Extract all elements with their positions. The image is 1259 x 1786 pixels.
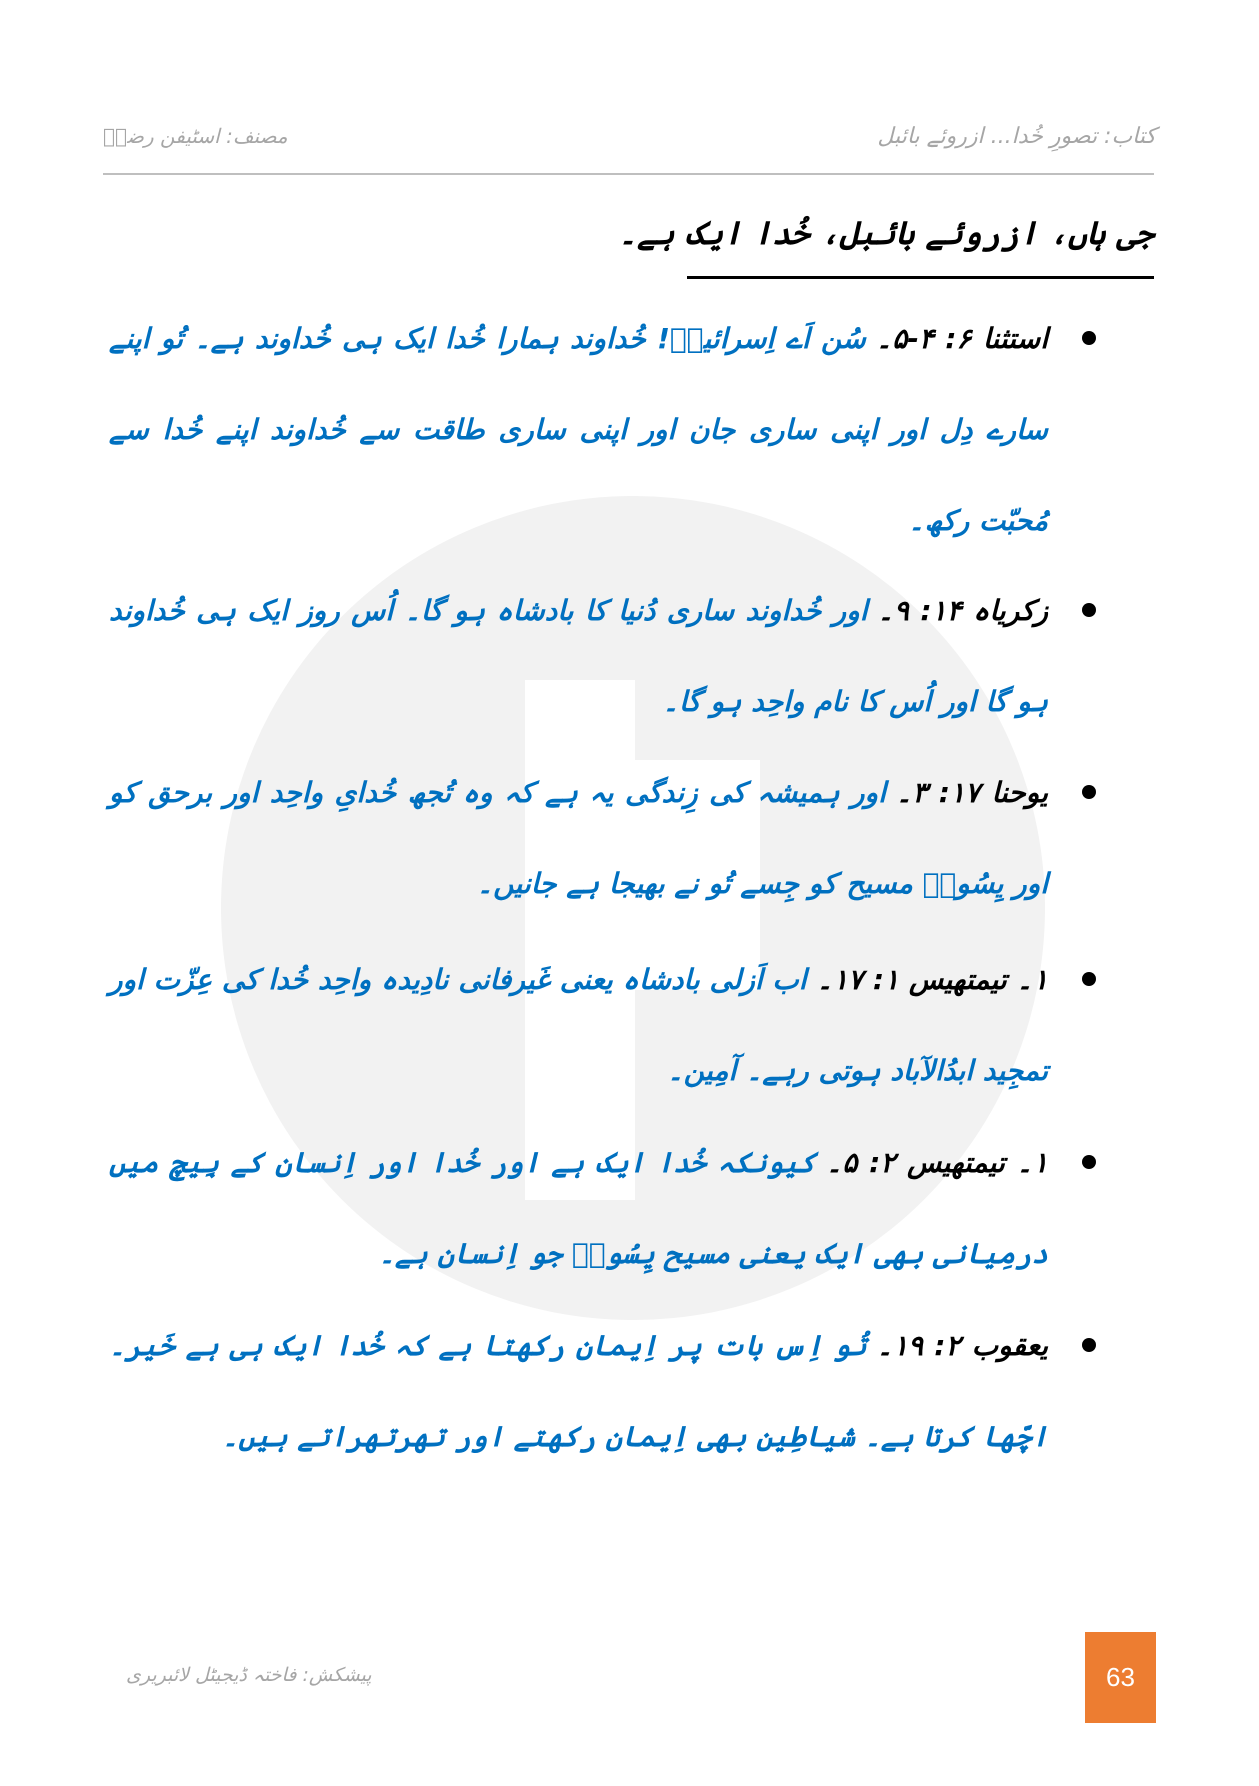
scripture-item xyxy=(109,293,1048,566)
section-heading: جی ہاں، ازروئے بائبل، خُدا ایک ہے۔ xyxy=(618,214,1154,252)
bullet-icon xyxy=(1082,1338,1096,1352)
scripture-text: کیونکہ خُدا ایک ہے اور خُدا اور اِنسان کے بِیچ میں درمِیانی بھی ایک یعنی مسیح یِسُوعؔ جو اِنسان ہے۔ xyxy=(109,1146,1048,1270)
bullet-icon xyxy=(1082,603,1096,617)
scripture-reference: زکریاہ ۱۴: ۹۔ xyxy=(877,594,1049,627)
book-title: کتاب: تصورِ خُدا... ازروئے بائبل xyxy=(877,124,1156,149)
scripture-text: اور خُداوند ساری دُنیا کا بادشاہ ہو گا۔ اُس روز ایک ہی خُداوند ہو گا اور اُس کا نام واحِد ہو گا۔ xyxy=(109,594,1048,718)
scripture-text: اب اَزلی بادشاہ یعنی غَیرفانی نادِیدہ واحِد خُدا کی عِزّت اور تمجِید ابدُالآباد ہوتی رہے۔ آمِین۔ xyxy=(109,963,1048,1087)
scripture-item xyxy=(109,934,1048,1116)
page-number-badge: 63 xyxy=(1085,1632,1156,1723)
bullet-icon xyxy=(1082,331,1096,345)
scripture-text: اور ہمیشہ کی زِندگی یہ ہے کہ وہ تُجھ خُدایِ واحِد اور برحق کو اور یِسُوعؔ مسیح کو جِسے تُو نے بھیجا ہے جانیں۔ xyxy=(109,776,1048,900)
scripture-item xyxy=(109,1300,1048,1482)
scripture-reference: استثنا ۶: ۴-۵۔ xyxy=(875,322,1049,355)
scripture-reference: یوحنا ۱۷: ۳۔ xyxy=(895,776,1048,809)
scripture-reference: یعقوب ۲: ۱۹۔ xyxy=(876,1329,1049,1362)
footer-credit: پیشکش: فاختہ ڈیجیٹل لائبریری xyxy=(126,1664,372,1686)
header-divider xyxy=(103,173,1154,175)
scripture-text: تُو اِس بات پر اِیمان رکھتا ہے کہ خُدا ایک ہی ہے خَیر۔ اچّھا کرتا ہے۔ شیاطِین بھی اِیمان رکھتے اور تھرتھراتے ہیں۔ xyxy=(109,1329,1048,1453)
bullet-icon xyxy=(1082,972,1096,986)
author-name: مصنف: اسٹیفن رضاؔ xyxy=(103,124,288,148)
scripture-reference: ۱۔ تیمتھیس ۲: ۵۔ xyxy=(826,1146,1049,1179)
bullet-icon xyxy=(1082,1155,1096,1169)
scripture-reference: ۱۔ تیمتھیس ۱: ۱۷۔ xyxy=(816,963,1048,996)
scripture-text: سُن اَے اِسرائیلؔ! خُداوند ہمارا خُدا ایک ہی خُداوند ہے۔ تُو اپنے سارے دِل اور اپنی ساری جان اور اپنی ساری طاقت سے خُداوند اپنے خُدا سے مُحبّت رکھ۔ xyxy=(109,322,1048,537)
bullet-icon xyxy=(1082,785,1096,799)
scripture-item xyxy=(109,565,1048,747)
scripture-item xyxy=(109,747,1048,929)
scripture-item xyxy=(109,1117,1048,1299)
heading-underline xyxy=(687,276,1154,279)
